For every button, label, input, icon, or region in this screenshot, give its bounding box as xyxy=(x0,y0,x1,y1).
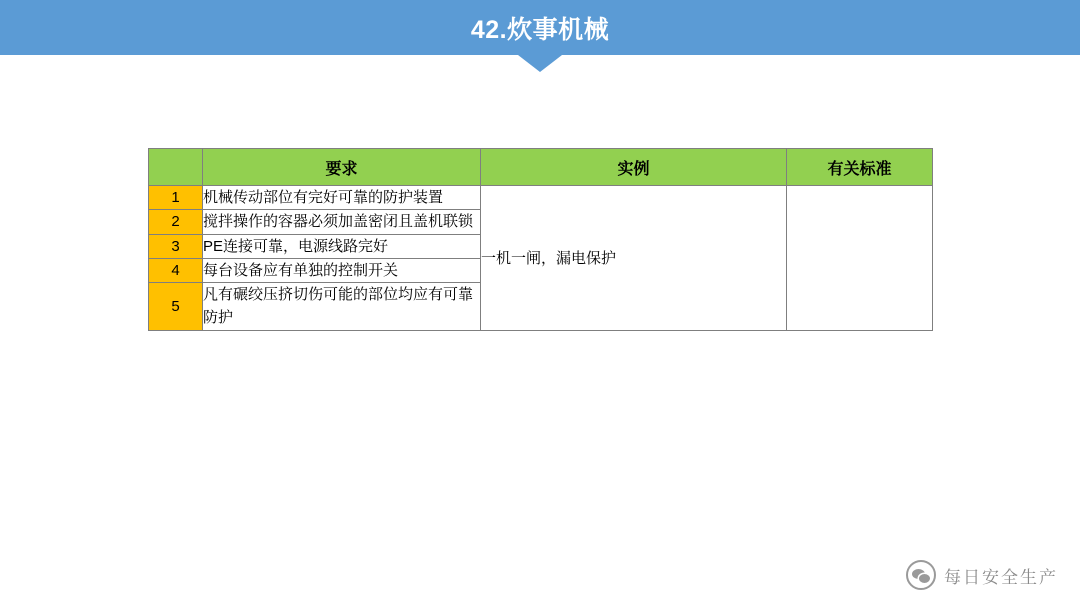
row-requirement: 机械传动部位有完好可靠的防护装置 xyxy=(203,186,481,210)
spec-table-container xyxy=(148,148,932,331)
wechat-icon xyxy=(906,560,936,590)
row-requirement: PE连接可靠，电源线路完好 xyxy=(203,234,481,258)
footer-watermark xyxy=(906,560,1058,590)
row-index: 4 xyxy=(149,258,203,282)
row-requirement: 每台设备应有单独的控制开关 xyxy=(203,258,481,282)
row-index: 2 xyxy=(149,210,203,234)
header-arrow-decoration xyxy=(518,55,562,72)
page-title: 42.炊事机械 xyxy=(470,15,610,44)
row-requirement: 凡有碾绞压挤切伤可能的部位均应有可靠防护 xyxy=(203,283,481,331)
column-header-example: 实例 xyxy=(481,149,787,186)
row-index: 5 xyxy=(149,283,203,331)
row-index: 3 xyxy=(149,234,203,258)
column-header-index xyxy=(149,149,203,186)
brand-name: 每日安全生产 xyxy=(944,567,1058,587)
table-header-row xyxy=(149,149,933,186)
example-cell: 一机一闸，漏电保护 xyxy=(481,186,787,331)
column-header-standard: 有关标准 xyxy=(787,149,933,186)
row-index: 1 xyxy=(149,186,203,210)
column-header-requirement: 要求 xyxy=(203,149,481,186)
table-row xyxy=(149,186,933,210)
row-requirement: 搅拌操作的容器必须加盖密闭且盖机联锁 xyxy=(203,210,481,234)
standard-cell xyxy=(787,186,933,331)
slide-header xyxy=(0,0,1080,55)
requirements-table xyxy=(148,148,933,331)
